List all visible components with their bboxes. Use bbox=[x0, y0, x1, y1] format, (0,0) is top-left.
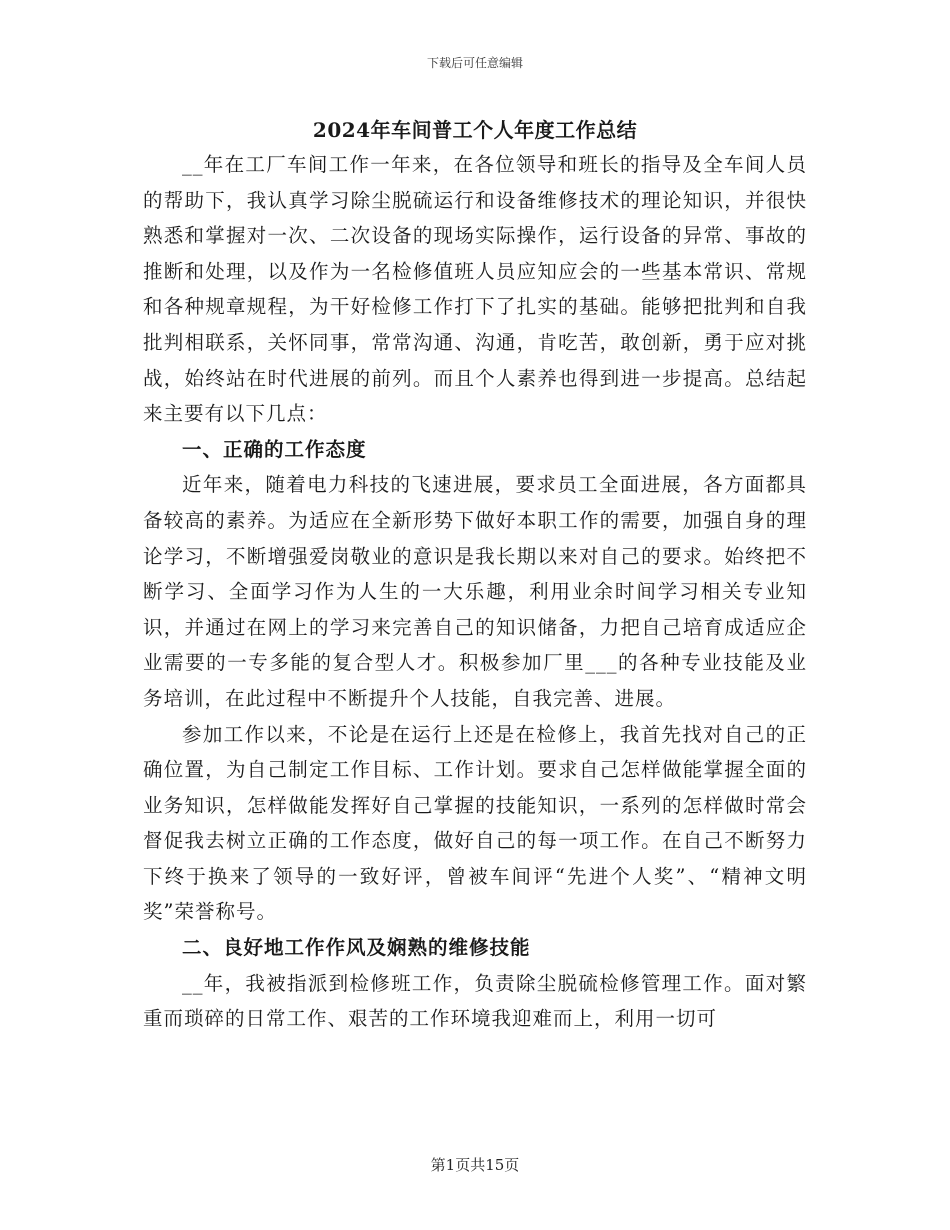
section-heading-1: 一、正确的工作态度 bbox=[182, 437, 367, 461]
intro-paragraph: __年在工厂车间工作一年来，在各位领导和班长的指导及全车间人员的帮助下，我认真学习除尘脱硫运行和设备维修技术的理论知识，并很快熟悉和掌握对一次、二次设备的现场实际操作，运行设备的异常、事故的推断和处理，以及作为一名检修值班人员应知应会的一些基本常识、常规和各种规章规程，为干好检修工作打下了扎实的基础。能够把批判和自我批判相联系，关怀同事，常常沟通、沟通，肯吃苦，敢创新，勇于应对挑战，始终站在时代进展的前列。而且个人素养也得到进一步提高。总结起来主要有以下几点： bbox=[143, 153, 807, 426]
section1-paragraph-1: 近年来，随着电力科技的飞速进展，要求员工全面进展，各方面都具备较高的素养。为适应在全新形势下做好本职工作的需要，加强自身的理论学习，不断增强爱岗敬业的意识是我长期以来对自己的要求。始终把不断学习、全面学习作为人生的一大乐趣，利用业余时间学习相关专业知识，并通过在网上的学习来完善自己的知识储备，力把自己培育成适应企业需要的一专多能的复合型人才。积极参加厂里___的各种专业技能及业务培训，在此过程中不断提升个人技能，自我完善、进展。 bbox=[143, 473, 807, 710]
document-body bbox=[143, 147, 807, 1037]
document-title: 2024年车间普工个人年度工作总结 bbox=[312, 118, 638, 142]
page-header-note: 下载后可任意编辑 bbox=[426, 56, 523, 70]
section-heading-2: 二、良好地工作作风及娴熟的维修技能 bbox=[182, 936, 531, 960]
section1-paragraph-2: 参加工作以来，不论是在运行上还是在检修上，我首先找对自己的正确位置，为自己制定工作目标、工作计划。要求自己怎样做能掌握全面的业务知识，怎样做能发挥好自己掌握的技能知识，一系列的怎样做时常会督促我去树立正确的工作态度，做好自己的每一项工作。在自己不断努力下终于换来了领导的一致好评，曾被车间评“先进个人奖”、“精神文明奖”荣誉称号。 bbox=[143, 722, 807, 924]
section2-paragraph-1: __年，我被指派到检修班工作，负责除尘脱硫检修管理工作。面对繁重而琐碎的日常工作、艰苦的工作环境我迎难而上，利用一切可 bbox=[143, 971, 807, 1031]
page-number: 第1页共15页 bbox=[430, 1156, 520, 1174]
